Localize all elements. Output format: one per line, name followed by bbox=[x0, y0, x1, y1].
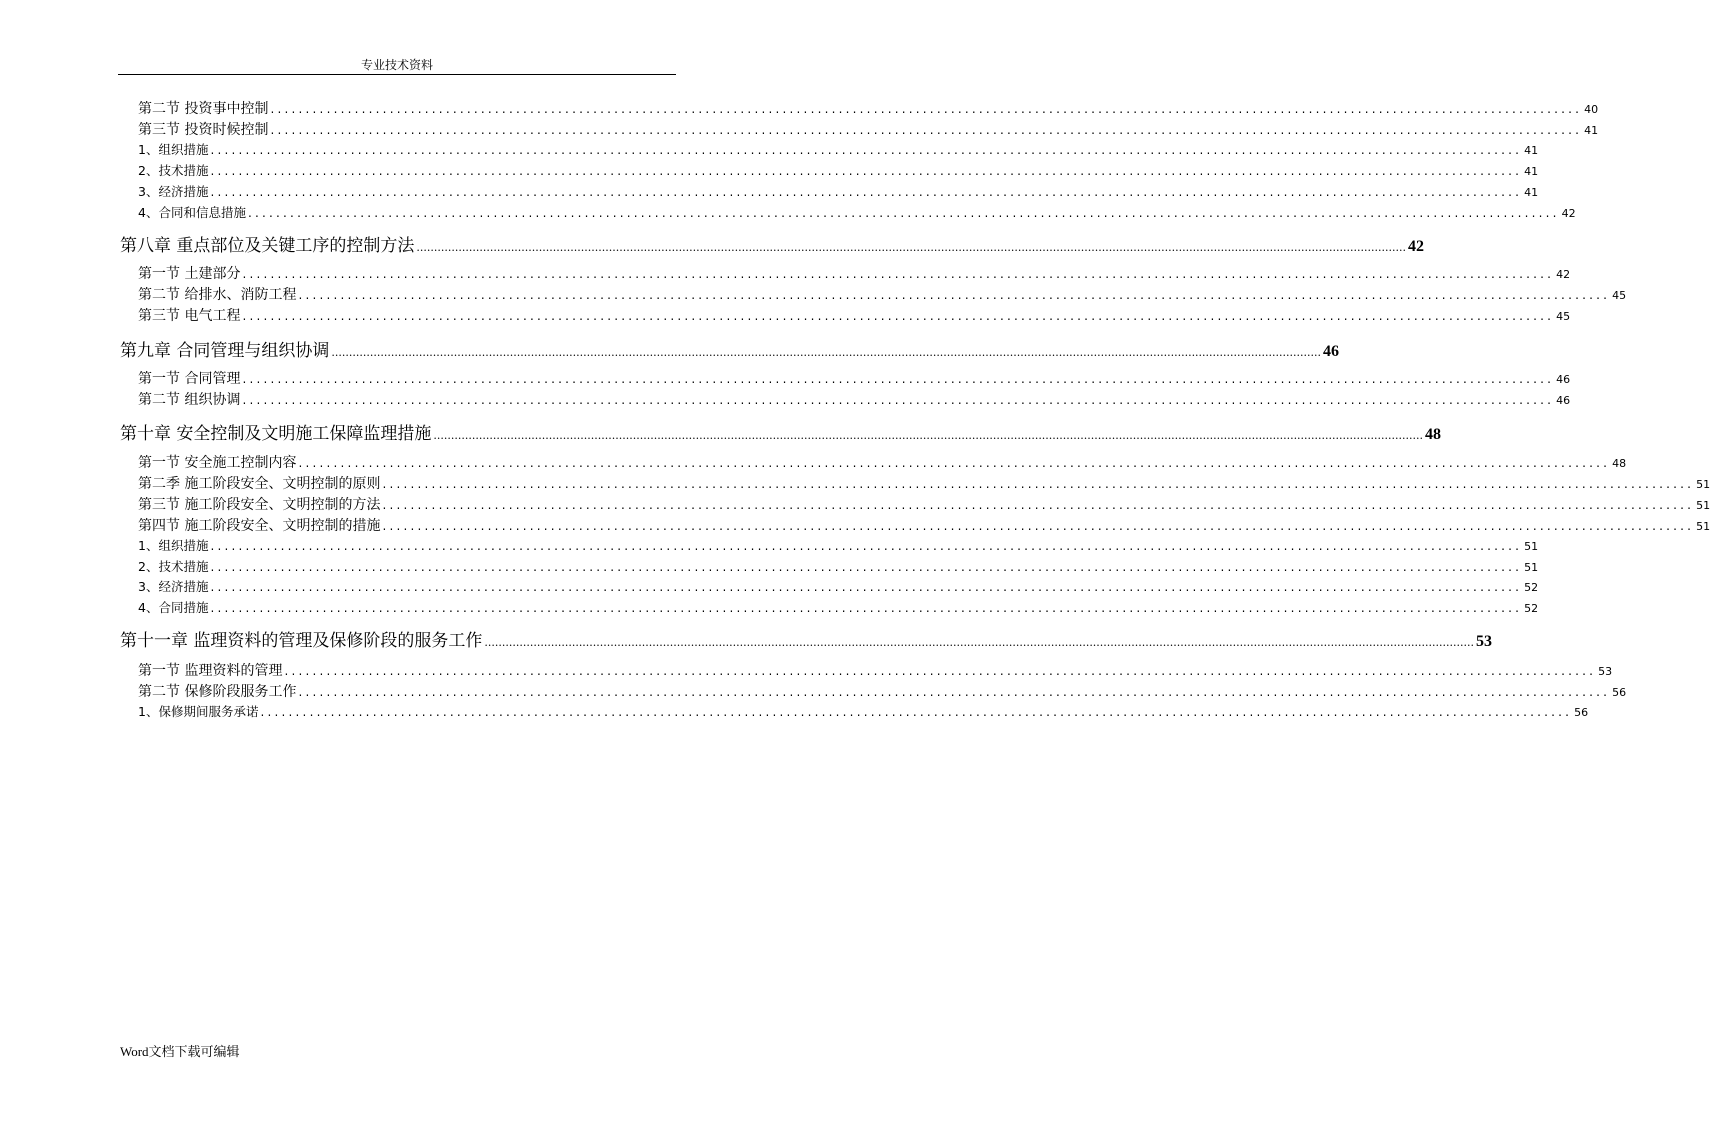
toc-leader-dots: ........................................................................................................................................................................................... bbox=[247, 206, 1560, 220]
toc-entry-label: 第二节 投资事中控制 bbox=[138, 101, 269, 117]
page-footer: Word文档下载可编辑 bbox=[120, 1044, 240, 1059]
toc-page-number: 45 bbox=[1556, 310, 1571, 323]
toc-page-number: 52 bbox=[1524, 581, 1539, 594]
toc-page-number: 51 bbox=[1696, 478, 1710, 491]
toc-entry[interactable] bbox=[138, 161, 1539, 181]
toc-page-number: 41 bbox=[1524, 186, 1539, 199]
toc-page-number: 46 bbox=[1556, 373, 1571, 386]
toc-leader-dots: ........................................................................................................................................................................................... bbox=[270, 123, 1583, 137]
toc-leader-dots: ........................................................................................................................................................................................... bbox=[382, 519, 1695, 533]
toc-page-number: 56 bbox=[1612, 686, 1627, 699]
toc-leader-dots: ........................................................................................................................................................................................... bbox=[298, 456, 1611, 470]
toc-entry-label: 1、保修期间服务承诺 bbox=[138, 704, 259, 719]
toc-entry[interactable] bbox=[138, 368, 1571, 388]
toc-leader-dots: ........................................................................................................................................................................................... bbox=[210, 164, 1523, 178]
toc-page-number: 41 bbox=[1584, 124, 1599, 137]
toc-entry[interactable] bbox=[138, 305, 1571, 325]
toc-chapter-entry[interactable] bbox=[120, 336, 1339, 361]
toc-leader-dots: ........................................................................................................................................................................................... bbox=[260, 705, 1573, 719]
toc-page-number: 51 bbox=[1524, 540, 1539, 553]
toc-page-number: 46 bbox=[1556, 394, 1571, 407]
toc-leader-dots: ........................................................................................................................................................................................... bbox=[210, 539, 1523, 553]
toc-page-number: 51 bbox=[1524, 561, 1539, 574]
toc-leader-dots: ........................................................................................................................................................................................... bbox=[210, 143, 1523, 157]
toc-page-number: 52 bbox=[1524, 602, 1539, 615]
toc-leader-dots: ........................................................................................................................................................................................... bbox=[210, 580, 1523, 594]
toc-entry-label: 第十章 安全控制及文明施工保障监理措施 bbox=[120, 424, 432, 444]
toc-entry[interactable] bbox=[138, 452, 1627, 472]
toc-page-number: 56 bbox=[1574, 706, 1589, 719]
toc-leader-dots: ........................................................................................................................................................................................... bbox=[242, 393, 1555, 407]
toc-leader-dots: ........................................................................................................................................................................................... bbox=[284, 664, 1597, 678]
toc-entry-label: 第九章 合同管理与组织协调 bbox=[120, 341, 330, 361]
toc-page-number: 51 bbox=[1696, 520, 1710, 533]
toc-entry-label: 4、合同措施 bbox=[138, 600, 209, 615]
toc-page-number: 41 bbox=[1524, 144, 1539, 157]
toc-leader-dots: ........................................................................................................................................................................................... bbox=[210, 601, 1523, 615]
toc-entry-label: 1、组织措施 bbox=[138, 142, 209, 157]
toc-page-number: 53 bbox=[1475, 633, 1492, 650]
toc-entry-label: 第四节 施工阶段安全、文明控制的措施 bbox=[138, 518, 381, 534]
toc-entry-label: 第二节 组织协调 bbox=[138, 392, 241, 408]
toc-leader-dots: ........................................................................................................................................................................................... bbox=[270, 102, 1583, 116]
toc-leader-dots: ........................................................................................................................................................................................................................................................................................... bbox=[433, 429, 1423, 442]
toc-entry[interactable] bbox=[138, 515, 1710, 535]
toc-leader-dots: ........................................................................................................................................................................................... bbox=[242, 372, 1555, 386]
toc-leader-dots: ........................................................................................................................................................................................... bbox=[210, 185, 1523, 199]
toc-leader-dots: ........................................................................................................................................................................................................................................................................................... bbox=[331, 346, 1321, 359]
toc-entry-label: 第十一章 监理资料的管理及保修阶段的服务工作 bbox=[120, 631, 483, 651]
toc-entry-label: 1、组织措施 bbox=[138, 538, 209, 553]
toc-entry-label: 第八章 重点部位及关键工序的控制方法 bbox=[120, 236, 415, 256]
toc-entry[interactable] bbox=[138, 263, 1571, 283]
toc-page-number: 42 bbox=[1556, 268, 1571, 281]
toc-page-number: 42 bbox=[1561, 207, 1576, 220]
toc-chapter-entry[interactable] bbox=[120, 419, 1441, 444]
toc-entry-label: 第一节 合同管理 bbox=[138, 371, 241, 387]
toc-entry-label: 3、经济措施 bbox=[138, 184, 209, 199]
toc-entry[interactable] bbox=[138, 598, 1539, 618]
toc-entry[interactable] bbox=[138, 284, 1627, 304]
page-header: 专业技术资料 bbox=[118, 56, 676, 75]
toc-page-number: 45 bbox=[1612, 289, 1627, 302]
toc-page-number: 41 bbox=[1524, 165, 1539, 178]
toc-page-number: 53 bbox=[1598, 665, 1613, 678]
toc-entry-label: 2、技术措施 bbox=[138, 559, 209, 574]
toc-entry[interactable] bbox=[138, 577, 1539, 597]
toc-entry-label: 2、技术措施 bbox=[138, 163, 209, 178]
toc-entry[interactable] bbox=[138, 702, 1589, 722]
toc-entry[interactable] bbox=[138, 494, 1710, 514]
toc-entry-label: 第一节 土建部分 bbox=[138, 266, 241, 282]
toc-leader-dots: ........................................................................................................................................................................................... bbox=[382, 498, 1695, 512]
toc-entry[interactable] bbox=[138, 389, 1571, 409]
toc-page-number: 40 bbox=[1584, 103, 1599, 116]
toc-entry[interactable] bbox=[138, 119, 1599, 139]
toc-entry[interactable] bbox=[138, 681, 1627, 701]
toc-chapter-entry[interactable] bbox=[120, 626, 1492, 651]
toc-entry-label: 3、经济措施 bbox=[138, 579, 209, 594]
toc-page-number: 48 bbox=[1612, 457, 1627, 470]
toc-leader-dots: ........................................................................................................................................................................................................................................................................................... bbox=[416, 241, 1406, 254]
toc-entry[interactable] bbox=[138, 98, 1599, 118]
toc-entry-label: 第三节 投资时候控制 bbox=[138, 122, 269, 138]
toc-entry-label: 第二节 给排水、消防工程 bbox=[138, 287, 297, 303]
toc-leader-dots: ........................................................................................................................................................................................... bbox=[242, 309, 1555, 323]
toc-page-number: 42 bbox=[1407, 238, 1424, 255]
toc-page-number: 46 bbox=[1322, 343, 1339, 360]
toc-entry-label: 第三节 电气工程 bbox=[138, 308, 241, 324]
toc-page-number: 51 bbox=[1696, 499, 1710, 512]
toc-leader-dots: ........................................................................................................................................................................................... bbox=[298, 288, 1611, 302]
toc-entry-label: 4、合同和信息措施 bbox=[138, 205, 246, 220]
toc-entry-label: 第三节 施工阶段安全、文明控制的方法 bbox=[138, 497, 381, 513]
toc-entry[interactable] bbox=[138, 182, 1539, 202]
toc-entry-label: 第一节 安全施工控制内容 bbox=[138, 455, 297, 471]
toc-entry[interactable] bbox=[138, 473, 1710, 493]
toc-chapter-entry[interactable] bbox=[120, 231, 1424, 256]
toc-leader-dots: ........................................................................................................................................................................................................................................................................................... bbox=[484, 636, 1474, 649]
toc-leader-dots: ........................................................................................................................................................................................... bbox=[242, 267, 1555, 281]
toc-entry[interactable] bbox=[138, 203, 1576, 223]
toc-entry-label: 第二节 保修阶段服务工作 bbox=[138, 684, 297, 700]
toc-leader-dots: ........................................................................................................................................................................................... bbox=[382, 477, 1695, 491]
toc-entry[interactable] bbox=[138, 536, 1539, 556]
toc-leader-dots: ........................................................................................................................................................................................... bbox=[298, 685, 1611, 699]
toc-page-number: 48 bbox=[1424, 426, 1441, 443]
toc-entry-label: 第一节 监理资料的管理 bbox=[138, 663, 283, 679]
toc-leader-dots: ........................................................................................................................................................................................... bbox=[210, 560, 1523, 574]
toc-entry[interactable] bbox=[138, 140, 1539, 160]
toc-entry[interactable] bbox=[138, 660, 1613, 680]
toc-entry[interactable] bbox=[138, 557, 1539, 577]
toc-entry-label: 第二季 施工阶段安全、文明控制的原则 bbox=[138, 476, 381, 492]
